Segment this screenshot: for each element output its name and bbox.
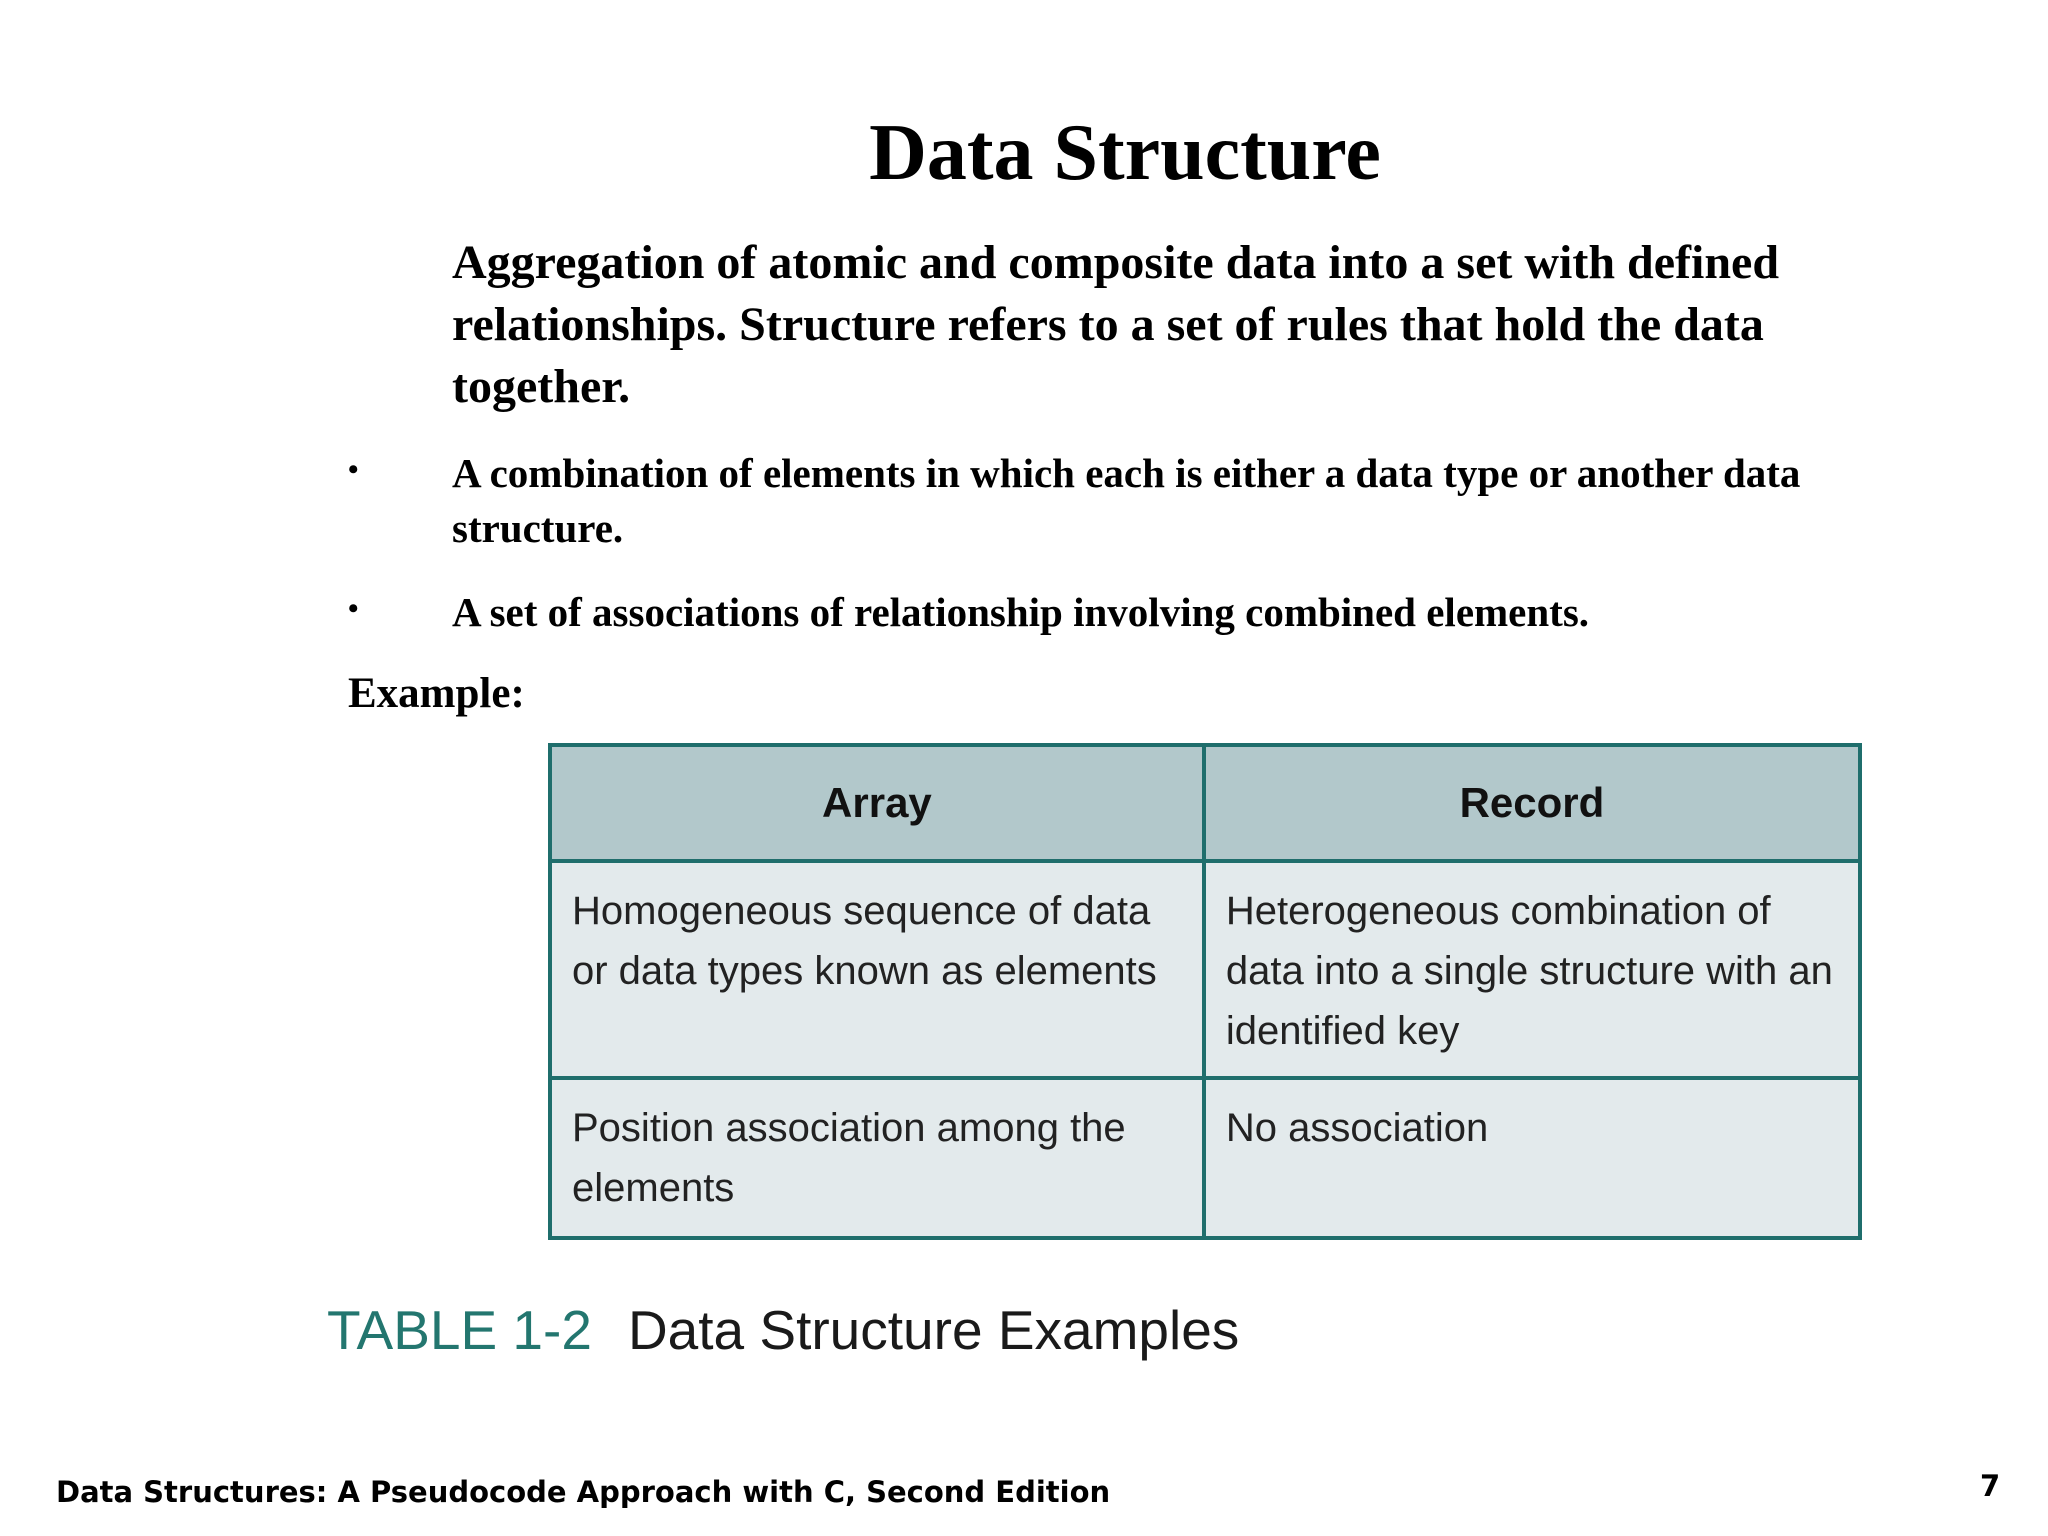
footer-book-title: Data Structures: A Pseudocode Approach with C, Second Edition xyxy=(56,1475,1111,1509)
example-label: Example: xyxy=(348,670,525,717)
bullet-icon: • xyxy=(348,592,359,625)
bullet-text: A combination of elements in which each is either a data type or another data structure. xyxy=(452,450,1801,551)
intro-paragraph: Aggregation of atomic and composite data into a set with defined relationships. Structure refers to a set of rules that hold the data together. xyxy=(452,236,1780,413)
table-cell: Heterogeneous combination of data into a single structure with an identified key xyxy=(1204,861,1860,1078)
table-caption xyxy=(327,1298,1239,1362)
table-caption-text: Data Structure Examples xyxy=(627,1299,1240,1361)
table-header-row xyxy=(550,745,1860,861)
bullet-text: A set of associations of relationship involving combined elements. xyxy=(452,589,1590,635)
header-array: Array xyxy=(550,745,1204,861)
page-number: 7 xyxy=(1980,1469,2001,1503)
data-structure-table xyxy=(548,743,1862,1240)
table-cell: Homogeneous sequence of data or data types known as elements xyxy=(550,861,1204,1078)
table-cell: No association xyxy=(1204,1078,1860,1238)
table-row xyxy=(550,1078,1860,1238)
table-caption-label: TABLE 1-2 xyxy=(327,1299,592,1361)
table-cell: Position association among the elements xyxy=(550,1078,1204,1238)
bullet-icon: • xyxy=(348,453,359,486)
slide-title: Data Structure xyxy=(869,109,1381,197)
header-record: Record xyxy=(1204,745,1860,861)
table-row xyxy=(550,861,1860,1078)
